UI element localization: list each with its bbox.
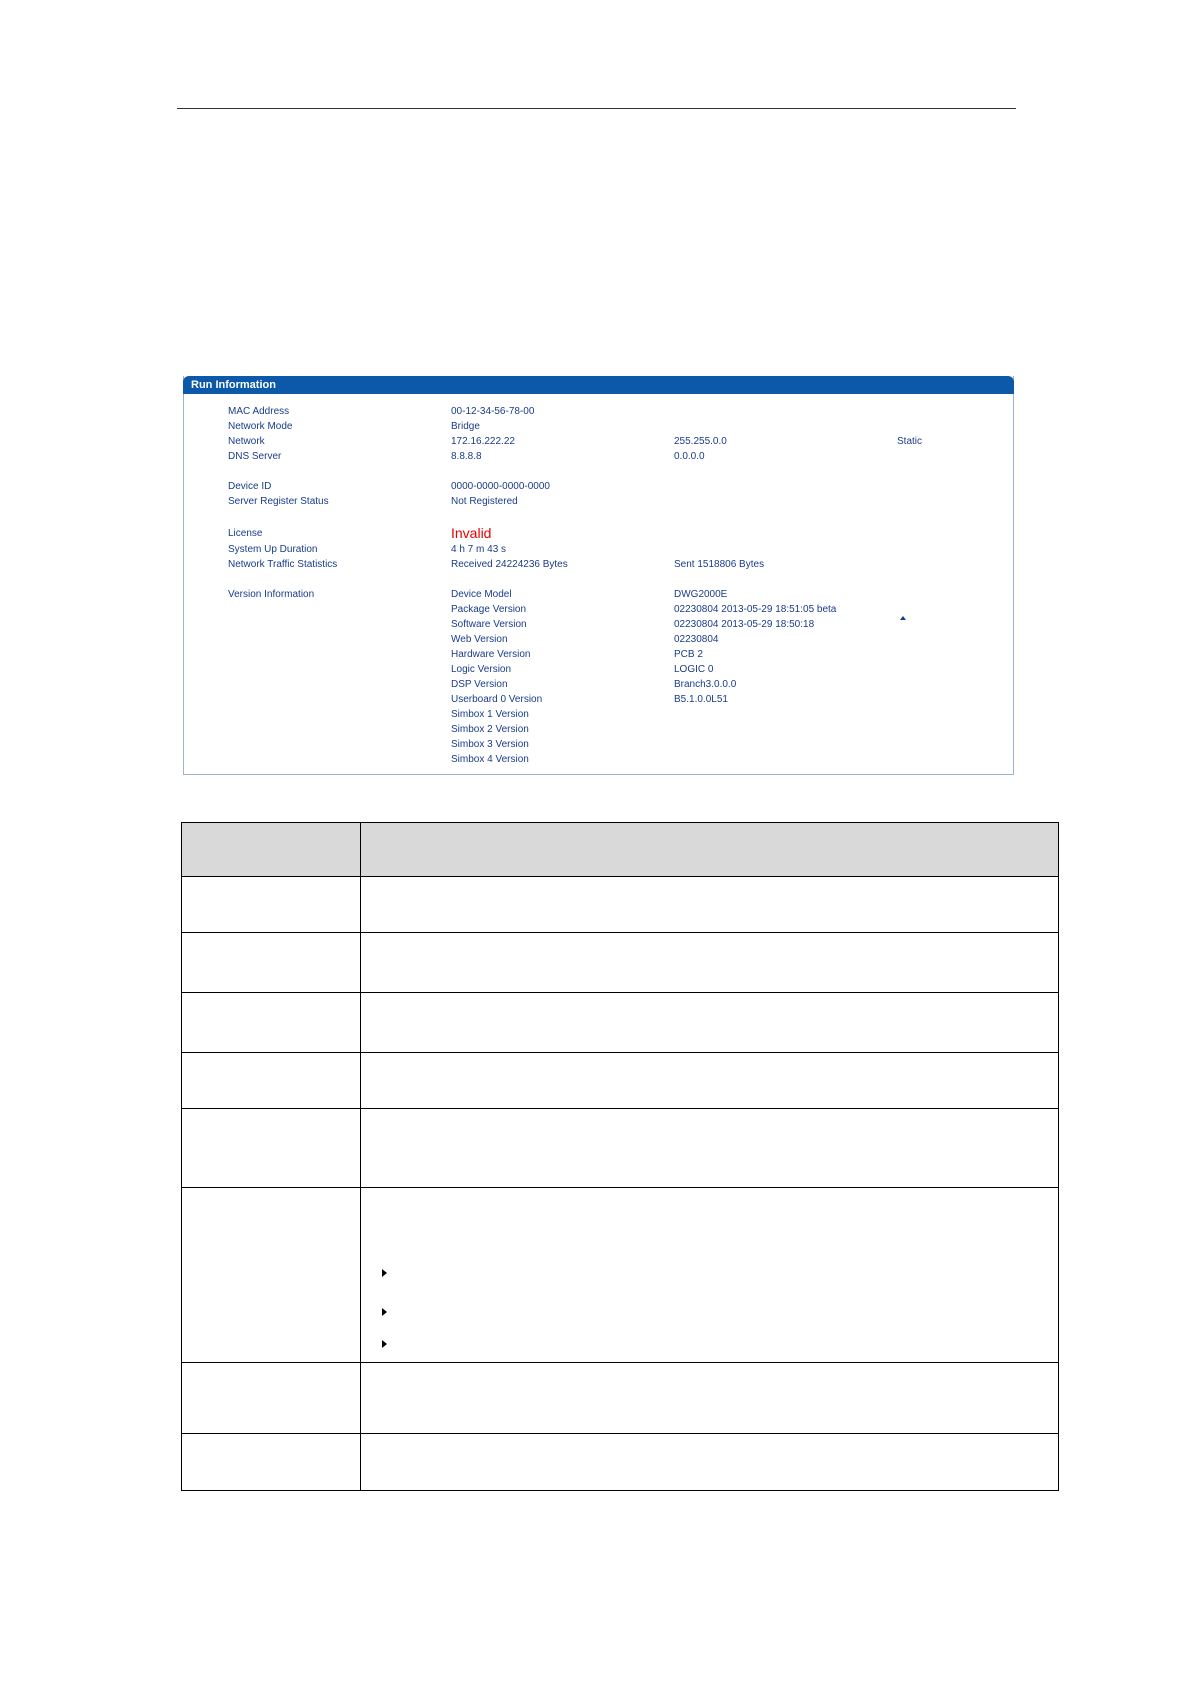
value-license: Invalid bbox=[451, 525, 492, 541]
table-cell bbox=[361, 1053, 1059, 1109]
value-network-type: Static bbox=[897, 436, 923, 447]
info-row-register bbox=[184, 495, 1013, 509]
parameter-table bbox=[181, 822, 1059, 1491]
version-row bbox=[184, 618, 1013, 632]
label-version-information: Version Information bbox=[228, 589, 315, 600]
version-value: PCB 2 bbox=[674, 649, 703, 660]
table-row bbox=[182, 1188, 1059, 1363]
version-value: 02230804 2013-05-29 18:51:05 beta bbox=[674, 604, 837, 615]
value-network-ip: 172.16.222.22 bbox=[451, 436, 515, 447]
run-information-panel bbox=[183, 376, 1014, 775]
version-name: Simbox 3 Version bbox=[451, 739, 529, 750]
version-name: Simbox 2 Version bbox=[451, 724, 529, 735]
page-header-rule bbox=[177, 108, 1016, 109]
version-value: 02230804 bbox=[674, 634, 719, 645]
version-value: B5.1.0.0L51 bbox=[674, 694, 728, 705]
version-row bbox=[184, 708, 1013, 722]
info-row-device-id bbox=[184, 480, 1013, 494]
table-row bbox=[182, 1363, 1059, 1434]
value-dns-secondary: 0.0.0.0 bbox=[674, 451, 705, 462]
label-network: Network bbox=[228, 436, 265, 447]
version-name: Userboard 0 Version bbox=[451, 694, 543, 705]
table-cell bbox=[361, 1188, 1059, 1363]
value-network-mask: 255.255.0.0 bbox=[674, 436, 727, 447]
version-row bbox=[184, 648, 1013, 662]
version-name: DSP Version bbox=[451, 679, 508, 690]
value-traffic-received: Received 24224236 Bytes bbox=[451, 559, 568, 570]
table-row bbox=[182, 1109, 1059, 1188]
version-value: 02230804 2013-05-29 18:50:18 bbox=[674, 619, 815, 630]
version-name: Device Model bbox=[451, 589, 512, 600]
info-row-mac bbox=[184, 405, 1013, 419]
version-value: DWG2000E bbox=[674, 589, 728, 600]
version-name: Simbox 4 Version bbox=[451, 754, 529, 765]
version-value: LOGIC 0 bbox=[674, 664, 714, 675]
version-row bbox=[184, 663, 1013, 677]
table-header-row bbox=[182, 823, 1059, 877]
table-row bbox=[182, 877, 1059, 933]
table-cell bbox=[182, 1053, 361, 1109]
version-row bbox=[184, 603, 1013, 617]
version-row bbox=[184, 753, 1013, 767]
version-name: Logic Version bbox=[451, 664, 512, 675]
table-cell bbox=[182, 1434, 361, 1491]
table-cell bbox=[361, 877, 1059, 933]
table-row bbox=[182, 1434, 1059, 1491]
version-row bbox=[184, 633, 1013, 647]
panel-title: Run Information bbox=[183, 376, 1014, 394]
table-header-cell bbox=[182, 823, 361, 877]
bullet-marker-icon bbox=[382, 1269, 387, 1277]
table-cell bbox=[182, 993, 361, 1053]
version-name: Software Version bbox=[451, 619, 527, 630]
label-register-status: Server Register Status bbox=[228, 496, 329, 507]
info-row-network-mode bbox=[184, 420, 1013, 434]
version-name: Package Version bbox=[451, 604, 527, 615]
bullet-marker-icon bbox=[382, 1340, 387, 1348]
table-row bbox=[182, 993, 1059, 1053]
sort-up-icon[interactable] bbox=[900, 616, 906, 620]
table-cell bbox=[182, 877, 361, 933]
table-cell bbox=[361, 1363, 1059, 1434]
label-uptime: System Up Duration bbox=[228, 544, 318, 555]
table-cell bbox=[361, 993, 1059, 1053]
info-row-traffic bbox=[184, 558, 1013, 572]
table-cell bbox=[182, 1109, 361, 1188]
table-cell bbox=[182, 1363, 361, 1434]
value-traffic-sent: Sent 1518806 Bytes bbox=[674, 559, 765, 570]
label-mac: MAC Address bbox=[228, 406, 290, 417]
table-cell bbox=[361, 1434, 1059, 1491]
label-network-mode: Network Mode bbox=[228, 421, 293, 432]
table-row bbox=[182, 1053, 1059, 1109]
version-row bbox=[184, 738, 1013, 752]
version-name: Web Version bbox=[451, 634, 508, 645]
version-row bbox=[184, 693, 1013, 707]
info-row-uptime bbox=[184, 543, 1013, 557]
info-row-network bbox=[184, 435, 1013, 449]
version-name: Simbox 1 Version bbox=[451, 709, 529, 720]
panel-body bbox=[184, 394, 1013, 774]
label-license: License bbox=[228, 528, 263, 539]
version-row bbox=[184, 678, 1013, 692]
value-mac: 00-12-34-56-78-00 bbox=[451, 406, 535, 417]
label-device-id: Device ID bbox=[228, 481, 272, 492]
table-row bbox=[182, 933, 1059, 993]
table-cell bbox=[182, 1188, 361, 1363]
version-value: Branch3.0.0.0 bbox=[674, 679, 737, 690]
version-row bbox=[184, 723, 1013, 737]
label-dns: DNS Server bbox=[228, 451, 282, 462]
version-row bbox=[184, 588, 1013, 602]
table-cell bbox=[361, 933, 1059, 993]
value-device-id: 0000-0000-0000-0000 bbox=[451, 481, 550, 492]
table-cell bbox=[182, 933, 361, 993]
value-dns-primary: 8.8.8.8 bbox=[451, 451, 482, 462]
version-name: Hardware Version bbox=[451, 649, 531, 660]
value-network-mode: Bridge bbox=[451, 421, 480, 432]
value-uptime: 4 h 7 m 43 s bbox=[451, 544, 507, 555]
table-header-cell bbox=[361, 823, 1059, 877]
bullet-marker-icon bbox=[382, 1308, 387, 1316]
info-row-dns bbox=[184, 450, 1013, 464]
label-traffic: Network Traffic Statistics bbox=[228, 559, 338, 570]
value-register-status: Not Registered bbox=[451, 496, 518, 507]
table-cell bbox=[361, 1109, 1059, 1188]
info-row-license bbox=[184, 527, 1013, 541]
